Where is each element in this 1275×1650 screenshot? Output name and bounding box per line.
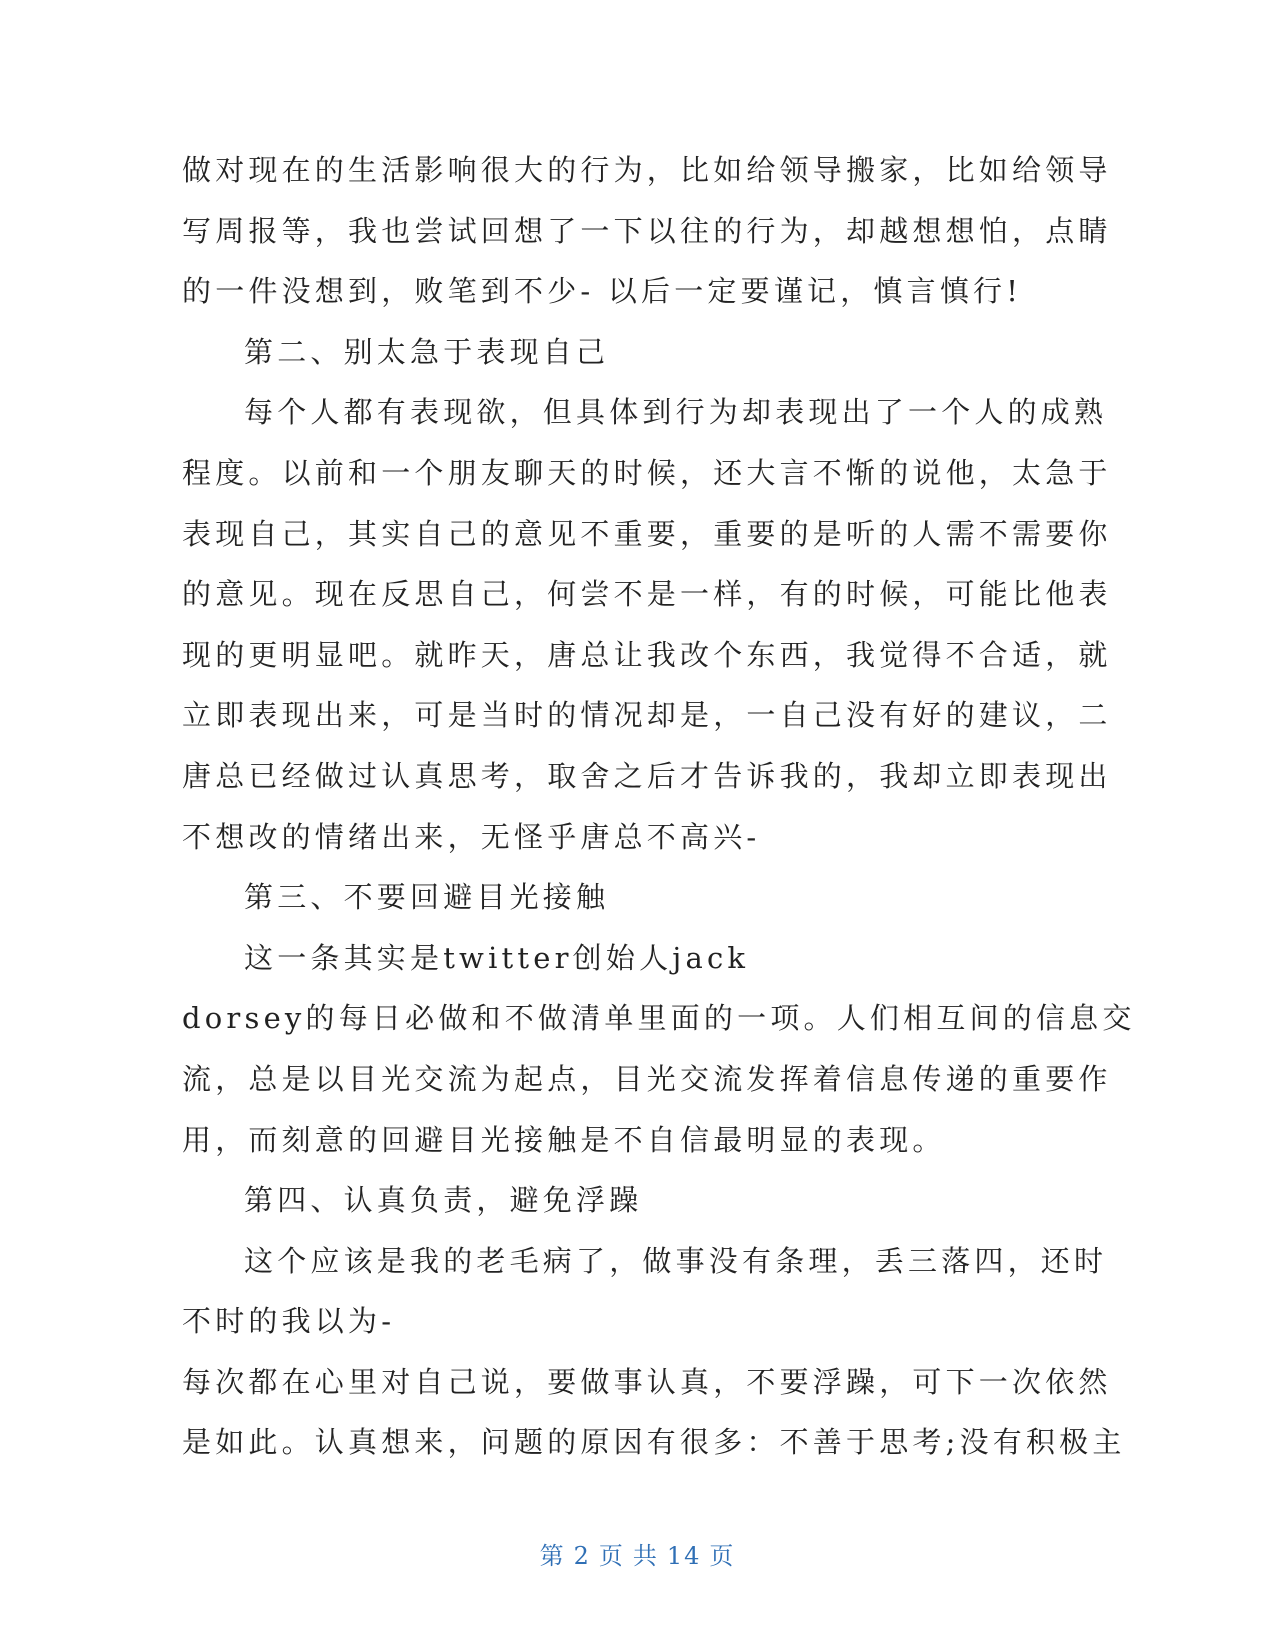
current-page-number: 2 xyxy=(573,1542,591,1570)
text-line: 的一件没想到，败笔到不少- 以后一定要谨记，慎言慎行! xyxy=(182,274,1023,309)
total-pages-number: 14 xyxy=(666,1542,702,1570)
document-body xyxy=(182,140,1136,1473)
text-line: 流，总是以目光交流为起点，目光交流发挥着信息传递的重要作 xyxy=(182,1061,1112,1096)
text-line: 是如此。认真想来，问题的原因有很多：不善于思考;没有积极主 xyxy=(182,1425,1126,1460)
paragraph-start: 这个应该是我的老毛病了，做事没有条理，丢三落四，还时 xyxy=(244,1243,1108,1278)
section-heading: 第四、认真负责，避免浮躁 xyxy=(244,1183,643,1218)
text-line: 用，而刻意的回避目光接触是不自信最明显的表现。 xyxy=(182,1122,946,1157)
footer-page-word: 页 xyxy=(598,1542,625,1570)
text-line: 不时的我以为- xyxy=(182,1304,396,1339)
text-line: 程度。以前和一个朋友聊天的时候，还大言不惭的说他，太急于 xyxy=(182,455,1112,490)
text-line: 不想改的情绪出来，无怪乎唐总不高兴- xyxy=(182,819,761,854)
page-footer xyxy=(0,1536,1275,1571)
paragraph-start: 这一条其实是twitter创始人jack xyxy=(244,940,750,975)
footer-prefix: 第 xyxy=(539,1542,566,1570)
text-line: 写周报等，我也尝试回想了一下以往的行为，却越想想怕，点睛 xyxy=(182,213,1112,248)
text-line: 唐总已经做过认真思考，取舍之后才告诉我的，我却立即表现出 xyxy=(182,758,1112,793)
footer-suffix: 页 xyxy=(709,1542,736,1570)
text-line: 表现自己，其实自己的意见不重要，重要的是听的人需不需要你 xyxy=(182,516,1112,551)
text-line: 做对现在的生活影响很大的行为，比如给领导搬家，比如给领导 xyxy=(182,153,1112,187)
text-line: dorsey的每日必做和不做清单里面的一项。人们相互间的信息交 xyxy=(182,1001,1136,1036)
text-line: 现的更明显吧。就昨天，唐总让我改个东西，我觉得不合适，就 xyxy=(182,637,1112,672)
text-line: 的意见。现在反思自己，何尝不是一样，有的时候，可能比他表 xyxy=(182,577,1112,612)
section-heading: 第三、不要回避目光接触 xyxy=(244,880,610,915)
text-line: 立即表现出来，可是当时的情况却是，一自己没有好的建议，二 xyxy=(182,698,1112,733)
paragraph-start: 每个人都有表现欲，但具体到行为却表现出了一个人的成熟 xyxy=(244,395,1108,430)
section-heading: 第二、别太急于表现自己 xyxy=(244,334,610,369)
footer-total-word: 共 xyxy=(632,1542,659,1570)
text-line: 每次都在心里对自己说，要做事认真，不要浮躁，可下一次依然 xyxy=(182,1364,1112,1399)
